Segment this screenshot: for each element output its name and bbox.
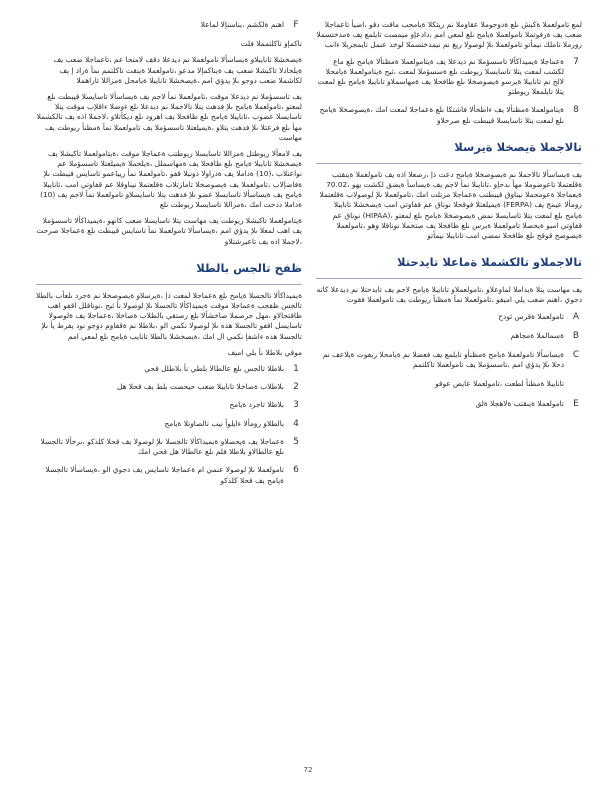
lettered-item-f (36, 20, 302, 30)
item-text: ةيتامولعملا ةمظنألا يف ءاطخألا فاشتكا ىلع ةعماجلا لمعت امك ،ةيصوصخلا ةيامح ىلع لمعت يتلا تاسايسلا قيبطت ىلع صرحلاو (319, 105, 564, 125)
lettered-item-b (316, 331, 582, 341)
item-text: بلاطلا تالجس ىلع عالطالا بلطي نأ بلاطلل قحي (144, 364, 284, 374)
item-number: 4 (293, 418, 299, 429)
numbered-item-3 (36, 400, 302, 410)
lettered-item-d (316, 379, 582, 389)
numbered-item-7 (316, 57, 582, 98)
item-text: بالطلاو رومألا ءايلوأ نيب تالصاوتلا ةيامح (164, 418, 284, 428)
item-text: ةعماجلا يف ةيحصلاو ةيميداكألا تالجسلا ىلإ لوصولا يف قحلا كلذكو ،ىرخألا تالجسلا ىلع عالطالاو بلاطلا فلم ىلع عالطالا هل قحي امك (40, 436, 284, 457)
item-text: اهنم ةلكشم ،يناسنإلا لماعلا (200, 20, 284, 29)
item-text: تانايبلا ةمظنأ لطعت ،تامولعملا عايض عوقو (435, 379, 564, 389)
left-paragraph-4: ةيتامولعملا تاكبشلا ريوطت يف مهاست يتلا تاسايسلا ضعب كانهو ،ةيميداكألا تاسسؤملا يف اهب لمعلا ىلإ يدؤي امم ،ةيساسألا تامولعملا نمأ تاسايس قيبطت ىلع ةعماجلا صرحت ،لاجملا اذه يف تاعيرشتلاو (36, 216, 302, 246)
item-letter: B (572, 330, 580, 341)
numbered-item-1 (36, 364, 302, 374)
lettered-item-c (316, 350, 582, 370)
item-number: 3 (293, 400, 299, 411)
sub-item-f: ناكمإو تاكلتمملا فلت (240, 39, 302, 49)
item-number: 5 (293, 436, 299, 447)
section-heading-student-records: ظفح تالجس بالطلا (196, 260, 302, 275)
heading-divider (36, 284, 302, 285)
heading-divider (316, 278, 582, 279)
challenges-paragraph: يف مهاست يتلا ةيداملا لماوعلاو ،تامولعملاو تانايبلا ةيامح لاجم يف تايدحتلا نم ديدعلا كانه دجوي ،اهنم ضعب يلي اميفو ،تامولعملا نمأ ةمظنأ ريوطت يف تامولعملا فقوت (316, 285, 582, 305)
numbered-item-5 (36, 437, 302, 457)
item-text: ةسمالملا ةمجاهم (510, 330, 564, 340)
numbered-item-8 (316, 105, 582, 125)
item-letter: A (572, 311, 580, 322)
privacy-paragraph: يف ةيساسألا تالاجملا نم ةيصوصخلا ةيامح دعت ذإ ،رصعلا اذه يف تامولعملا ةينقتب ةقلعتملا تاعوضوملا مهأ ىدحإو ،تانايبلا نمأ لاجم يف ةيساسأ ةيضق لكشت يهو ،70.02 ةيعماجلا ةعومجملا نيناوق قيبطتب ةعماجلا مزتلت امك ،تامولعملا ىلإ لوصولاب ةقلعتملا رومألا عيمج يف (FERPA) ةيميلعتلا قوقحلا نوناق عم قفاوتي امب ةيصخشلا تانايبلا ةيامح ىلع لمعت يتلا تاسايسلا نمض ةيصوصخلا ةيامح ىلع لمعتو ،(HIPAA) نوناق عم قفاوتي امبو ةيحصلا تامولعملا ةيرس ىلع ظافحلا يف صتخملا نوناقلا وهو ،تامولعملا ةيصوصخ قوقح ىلع ظافحلا نمضي امب تانايبلا نيمأتو (319, 169, 582, 241)
item-number: 7 (573, 56, 579, 67)
item-letter: C (572, 350, 580, 361)
item-number: 1 (293, 364, 299, 375)
section-heading-challenges: تالاجملاو تالكشملا ةماعلا تايدحتلا (397, 255, 582, 270)
item-text: تامولعملا ىلإ لوصولا عنمي ام ةعماجلا تاسايس يف دجوي الو ،ةيساسألا تالجسلا ةيامح يف قحلا كلذكو (45, 465, 284, 485)
item-letter: F (293, 20, 299, 30)
lettered-item-e (316, 399, 582, 409)
left-column (36, 20, 302, 494)
item-text: بلاطلاب ةصاخلا تانايبلا ضعب حيحصت بلط يف قحلا هل (117, 382, 284, 392)
item-text: تامولعملا ةينقتب ةلاهجلا ةلق (475, 398, 564, 408)
item-text: تامولعملا ةقرس ثودح (498, 311, 564, 321)
lettered-item-a (316, 312, 582, 322)
left-paragraph-2: يف تاسسؤملا نم ديدعلا موقت ،تامولعملا نمأ لاجم يف ةيساسألا تاسايسلا قيبطت ىلع لمعتو ،تامولعملا ةيامح ىلإ فدهت يتلا تالاجملا نم ديدعلا ىلع ءوضلا ءاقلإب موقت يتلا تاسايسلا عضوب ،تانايبلا ةيامح ىلع ظافحلا يف اهرود ىلع ديكأتلاو ،لاجملا اذه يف تالكشملا مهأ ىلع فرعتلا ىلإ فدهت يتلاو ،ةيميلعتلا تاسسؤملا يف تامولعملا نمأ ةمظنأ ريوطت يف مهاست (36, 92, 302, 142)
left-paragraph-5: ةيميداكألا تالجسلا ةيامح ىلع ةعماجلا لمعت ذإ ،ةيرسلاو ةيصوصخلا نم ةجرد ىلعأب بالطلا تالجس ظفحب ةعماجلا موقت ةيميداكألا تالجسلا ىلإ لوصولا نأ ثيح ،نوناقلل اقفو اهب ظافتحالاو ،مهل حرصملا صاخشألا ىلع رصتقي بالطلاب ةصاخلا ،ةعماجلا يف ةلوصولا تاسايسل اقفو تالجسلا هذه ىلإ لوصولا نكمي الو ،بلاطلا نم ةقفاوم دوجو نود يفرط يأ ىلإ تالجسلا هذه ءاشفإ نكمي ال امك ،ةيصخشلا بالطلا تانايب ةيامح ىلع لمعي امم (36, 290, 302, 341)
item-text: ةعماجلا ةيميداكألا تاسسؤملا نم ديدعلا يف ةيتامولعملا ةمظنألا ةيامح ىلع ماع لكشب لمعت يتلا تاسايسلا ريوطت ىلع ةسسؤملا لمعت ،ثيح ةيتامولعملا ةيامحلا لالخ نم تانايبلا ةيرسو ةيصوصخلا ىلع ظافحلا يف ةمهاسملاو تانايبلا ةيامح ىلع لمعت يتلا تايلمعلا ريوطتو (317, 56, 564, 97)
item-text: ةيساسألا تامولعملا ةيامح ةمظنأو تايلمع يف فعضلا نم ةيامحلا ريفوت ةيلاعف نم دحلا ىلإ يدؤي امم ،تاسسؤملا يف تامولعملا تاكلتمم (322, 350, 564, 370)
item-number: 8 (573, 105, 579, 116)
item-number: 2 (293, 382, 299, 393)
numbered-item-6 (36, 465, 302, 485)
page-number: 72 (303, 766, 313, 774)
intro-paragraph: لمع تامولعملا ةكبش ىلع ةدوجوملا عقاوملا نم ريثكلا ةيامحب ماقت دقو ،اضيأ تاعماجلا ضعب يف ةرفوتملا تامولعملا ةيامح ىلع لمعي امم ،دادعإو ميمصت تايلمع يف ةمدختسملا رورملا تاملك نيمأتو تامولعملا ىلإ لوصولا ريغ نم نيمدختسملا لوخد عنمل تايمجربلا ءانب (316, 20, 582, 50)
section-heading-privacy: تالاجملا ةيصخلا ةيرسلا (454, 139, 582, 154)
numbered-item-2 (36, 382, 302, 392)
item-text: بلاطلا تاجرد ةيامح (229, 400, 284, 410)
left-paragraph-1: ةيصخشلا تانايبلاو ةيساسألا تامولعملا نم ديدعلا دقف لامتحا عم ،تاعماجلا ضعب يف ةيلخادلا تاكبشلا ضعب يف ةيناكمإلا مدعو ،تامولعملا ةينقت تاكلتمم نمأ ةراد إ يف لكاشملا ضعب دوجو ىلإ يدؤي امم ،ةيصخشلا تانايبلا ةيامحل ةمزاللا تاراهملا (53, 55, 302, 85)
right-column (316, 20, 582, 418)
numbered-item-4 (36, 419, 302, 429)
left-paragraph-3: يف لامعألا ريوطتل ةمزاللا تاسايسلا ريوطتب ةعماجلا موقت ،ةيتامولعملا تاكبشلا يف ةيصخشلا تانايبلا ةيامح ىلع ظافحلا يف ةمهاسملل ،ةيلحملا ةيميلعتلا تاسسؤملا عم نواعتلاب ،(10) ةداملا يف ةدراولا دونبلا قفو ،تامولعملا نمأ ريياعمو تاسايس قيبطت ىلإ ةفاضإلاب ،تامولعملا يف ةيصوصخلا تامازتلاب ةقلعتملا نيناوقلا عم قفاوتي امب ،تانايبلا ةيامح يف ةيساسألا تاسايسلا عضو ىلإ فدهت يتلا تاسايسلاو تامولعملا نمأ لاجم يف (10) ةداملا ددحت امك ،ةمزاللا تاسايسلا ريوطت ىلع (40, 149, 302, 210)
left-paragraph-6: موقي بلاطلا نأ يلي اميف (227, 347, 302, 357)
item-number: 6 (293, 465, 299, 476)
item-letter: E (573, 398, 579, 409)
heading-divider (316, 163, 582, 164)
